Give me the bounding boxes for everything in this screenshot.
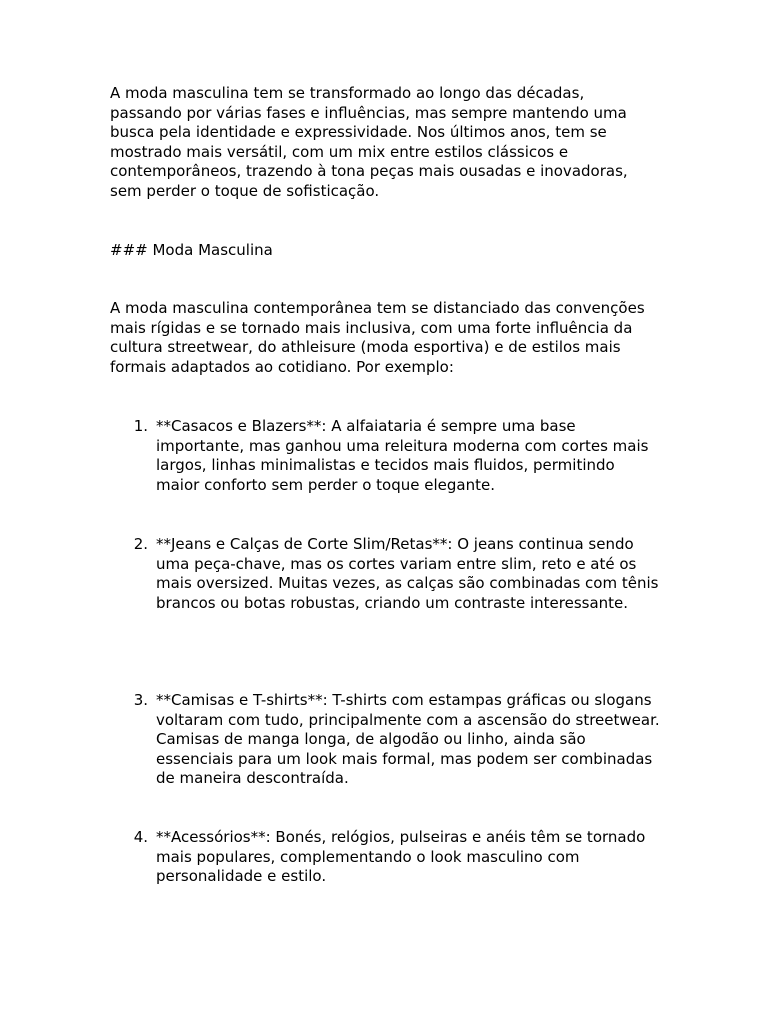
list-item-text: **Camisas e T-shirts**: T-shirts com estampas gráficas ou slogans voltaram com tudo, principalmente com a ascensão do streetwear. Camisas de manga longa, de algodão ou linho, ainda são essenciais para um look mais formal, mas podem ser combinadas de maneira descontraída.	[156, 691, 660, 787]
list-item-number: 2.	[133, 535, 148, 553]
body-paragraph: A moda masculina contemporânea tem se distanciado das convenções mais rígidas e se tornado mais inclusiva, com uma forte influência da cultura streetwear, do athleisure (moda esportiva) e de estilos mais formais adaptados ao cotidiano. Por exemplo:	[110, 299, 645, 376]
section-heading: ### Moda Masculina	[110, 241, 273, 259]
list-item-number: 1.	[133, 417, 148, 435]
list-item-text: **Casacos e Blazers**: A alfaiataria é sempre uma base importante, mas ganhou uma releitura moderna com cortes mais largos, linhas minimalistas e tecidos mais fluidos, permitindo maior conforto sem perder o toque elegante.	[156, 417, 649, 494]
list-item-text: **Jeans e Calças de Corte Slim/Retas**: O jeans continua sendo uma peça-chave, mas os cortes variam entre slim, reto e até os mais oversized. Muitas vezes, as calças são combinadas com tênis brancos ou botas robustas, criando um contraste interessante.	[156, 535, 659, 612]
list-item-text: **Acessórios**: Bonés, relógios, pulseiras e anéis têm se tornado mais populares, complementando o look masculino com personalidade e estilo.	[156, 828, 646, 885]
intro-paragraph: A moda masculina tem se transformado ao longo das décadas, passando por várias fases e influências, mas sempre mantendo uma busca pela identidade e expressividade. Nos últimos anos, tem se mostrado mais versátil, com um mix entre estilos clássicos e contemporâneos, trazendo à tona peças mais ousadas e inovadoras, sem perder o toque de sofisticação.	[110, 84, 628, 200]
list-item-number: 4.	[133, 828, 148, 846]
list-item-number: 3.	[133, 691, 148, 709]
